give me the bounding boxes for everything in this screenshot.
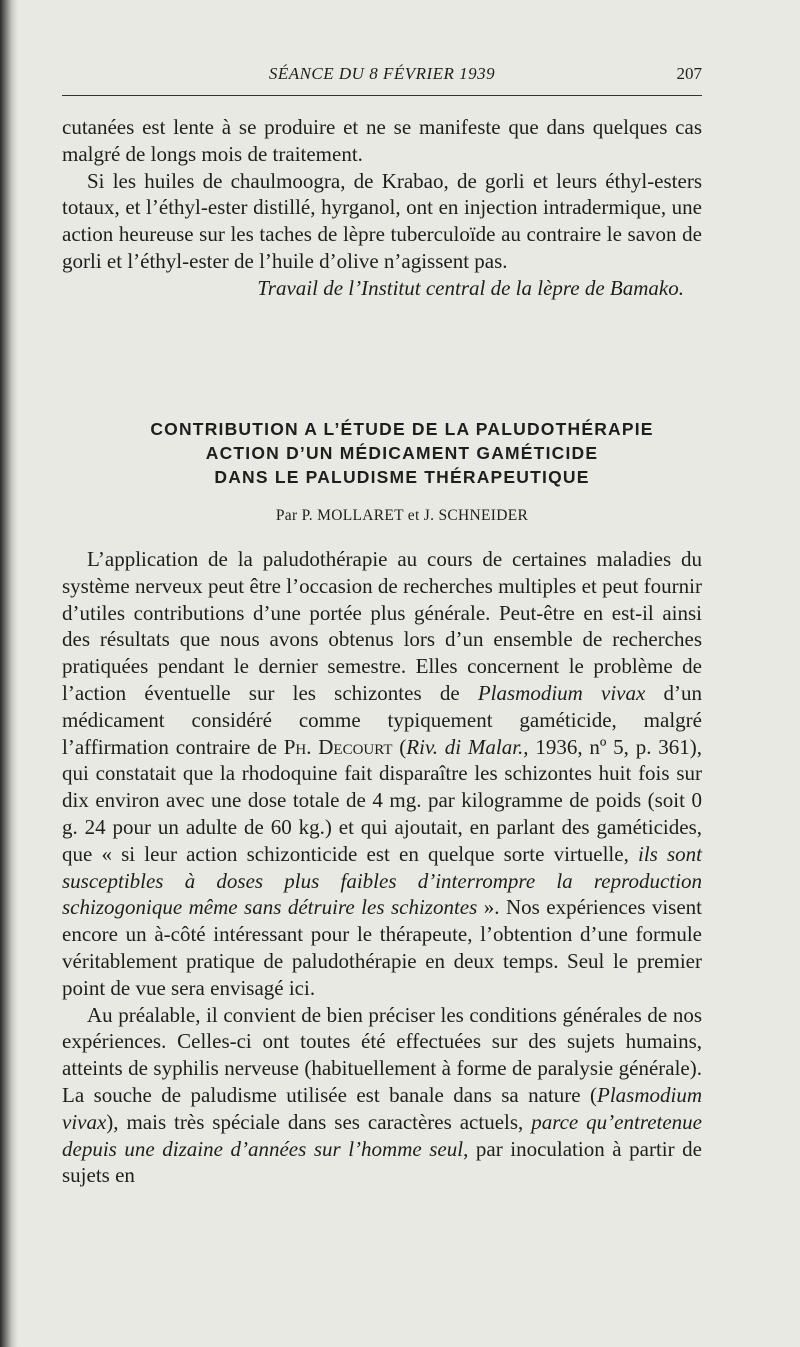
species-name: Plasmodium vivax	[477, 680, 646, 705]
title-line-3: DANS LE PALUDISME THÉRAPEUTIQUE	[214, 467, 590, 487]
title-line-1: CONTRIBUTION A L’ÉTUDE DE LA PALUDOTHÉRAPIE	[150, 419, 654, 439]
species-name: Plasmodium vivax	[62, 1082, 702, 1134]
article-title	[62, 417, 742, 489]
text-run: d’un médicament considéré comme typiquement gaméticide, malgré l’affirmation contraire de	[62, 680, 702, 759]
text-run: (	[392, 734, 407, 759]
intro-paragraph-1: cutanées est lente à se produire et ne se manifeste que dans quelques cas malgré de longs mois de traitement.	[62, 115, 702, 166]
title-line-2: ACTION D’UN MÉDICAMENT GAMÉTICIDE	[205, 443, 599, 463]
article-authors: Par P. MOLLARET et J. SCHNEIDER	[275, 507, 529, 524]
text-run: , 1936, nº 5, p. 361), qui constatait que la rhodoquine fait disparaître les schizontes huit fois sur dix environ avec une dose totale de 4 mg. par kilogramme de poids (soit 0 g. 24 pour un adulte de 60 kg.) et qui ajoutait, en parlant des gaméticides, que « si leur action schizonticide est en quelque sorte virtuelle,	[62, 734, 702, 866]
body-paragraph-2	[62, 1002, 702, 1190]
institution-signature: Travail de l’Institut central de la lèpre de Bamako.	[257, 275, 684, 300]
page-binding-edge	[0, 0, 18, 1347]
body-paragraph-1	[62, 546, 702, 1002]
text-run: , par inoculation à partir de sujets en	[62, 1136, 702, 1188]
cited-author: Ph. Decourt	[283, 734, 393, 759]
intro-paragraph-2: Si les huiles de chaulmoogra, de Krabao, de gorli et leurs éthyl-esters totaux, et l’éthyl-ester distillé, hyrganol, ont en injection intradermique, une action heureuse sur les taches de lèpre tuberculoïde au contraire le savon de gorli et l’éthyl-ester de l’huile d’olive n’agissent pas.	[62, 168, 702, 273]
text-run: L’application de la paludothérapie au cours de certaines maladies du système nerveux peut être l’occasion de recherches multiples et peut fournir d’utiles contributions d’une portée plus générale. Peut-être en est-il ainsi des résultats que nous avons obtenus lors d’un ensemble de recherches pratiquées pendant le dernier semestre. Elles concernent le problème de l’action éventuelle sur les schizontes de	[62, 547, 702, 705]
quoted-text: ils sont susceptibles à doses plus faibles d’interrompre la reproduction schizogonique même sans détruire les schizontes	[62, 841, 702, 920]
text-run: ), mais très spéciale dans ses caractères actuels,	[106, 1109, 532, 1134]
emphasis-text: parce qu’entretenue depuis une dizaine d’années sur l’homme seul	[62, 1109, 703, 1161]
text-run: ». Nos expériences visent encore un à-côté intéressant pour le thérapeute, l’obtention d’une formule véritablement pratique de paludothérapie en deux temps. Seul le premier point de vue sera envisagé ici.	[62, 895, 702, 1000]
article-body	[62, 546, 702, 1189]
text-run: Au préalable, il convient de bien préciser les conditions générales de nos expériences. Celles-ci ont toutes été effectuées sur des sujets humains, atteints de syphilis nerveuse (habituellement à forme de paralysie générale). La souche de paludisme utilisée est banale dans sa nature (	[62, 1002, 702, 1107]
running-header	[62, 64, 702, 88]
journal-name: Riv. di Malar.	[406, 734, 524, 759]
intro-text	[62, 114, 702, 302]
page-number: 207	[676, 64, 702, 83]
running-title: SÉANCE DU 8 FÉVRIER 1939	[268, 64, 496, 83]
header-rule	[62, 95, 702, 96]
